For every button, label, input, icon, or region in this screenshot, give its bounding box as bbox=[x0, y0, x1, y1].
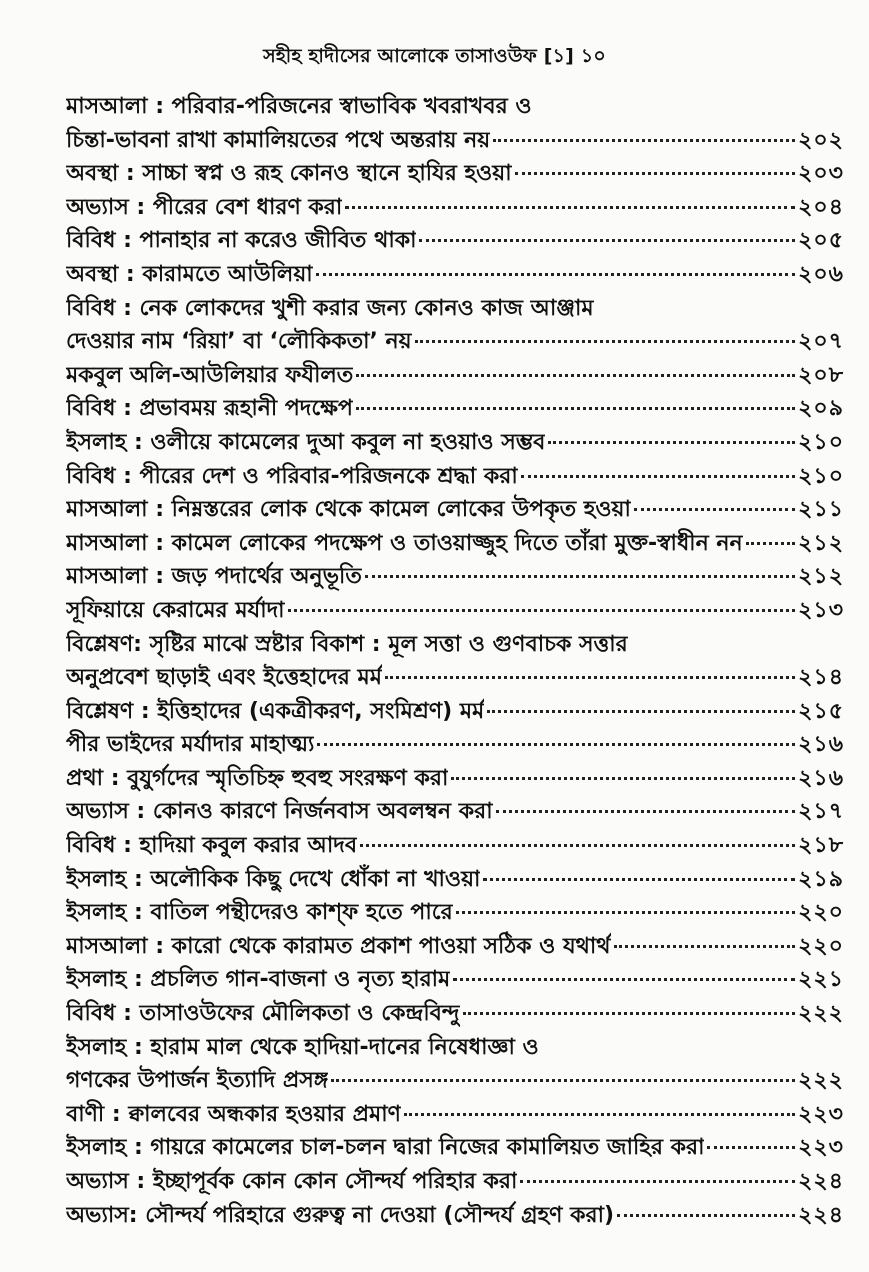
toc-entry-title: বিবিধ : হাদিয়া কবুল করার আদব bbox=[66, 833, 358, 859]
toc-entry-page-number: ২১৬ bbox=[798, 765, 844, 791]
dot-leader bbox=[419, 239, 795, 242]
toc-entry-page-number: ২১৬ bbox=[798, 732, 844, 758]
toc-entry-page-number: ২০৪ bbox=[798, 194, 844, 220]
toc-entry bbox=[66, 1165, 844, 1199]
toc-entry-title: বাণী : ক্বালবের অন্ধকার হওয়ার প্রমাণ bbox=[66, 1101, 401, 1127]
toc-entry-page-number: ২২৪ bbox=[798, 1169, 844, 1194]
toc-entry-page-number: ২০২ bbox=[798, 127, 844, 153]
toc-entry-page-number: ২১৯ bbox=[798, 866, 844, 892]
toc-entry-title: প্রথা : বুযুর্গদের স্মৃতিচিহ্ন হুবহু সংরক্ষণ করা bbox=[66, 765, 449, 791]
dot-leader bbox=[316, 273, 795, 276]
toc-entry-title: অভ্যাস : পীরের বেশ ধারণ করা bbox=[66, 194, 343, 220]
toc-entry bbox=[66, 392, 844, 426]
dot-leader bbox=[356, 407, 795, 410]
toc-entry-page-number: ২১৭ bbox=[798, 799, 844, 825]
toc-entry-page-number: ২০৯ bbox=[798, 396, 844, 422]
dot-leader bbox=[345, 206, 795, 209]
toc-entry-page-number: ২০৫ bbox=[798, 228, 844, 254]
dot-leader bbox=[707, 1146, 795, 1149]
dot-leader bbox=[521, 475, 795, 478]
toc-entry-title: ইসলাহ : প্রচলিত গান-বাজনা ও নৃত্য হারাম bbox=[66, 967, 451, 993]
toc-entry bbox=[66, 292, 844, 326]
toc-entry bbox=[66, 258, 844, 292]
toc-entry-title: গণকের উপার্জন ইত্যাদি প্রসঙ্গ bbox=[66, 1068, 329, 1094]
toc-entry-page-number: ২২০ bbox=[798, 933, 844, 959]
toc-entry-page-number: ২১২ bbox=[798, 564, 844, 590]
toc-entry-title: অবস্থা : কারামতে আউলিয়া bbox=[66, 261, 313, 287]
toc-entry bbox=[66, 1098, 844, 1132]
toc-entry-title: মাসআলা : নিম্নস্তরের লোক থেকে কামেল লোকের উপকৃত হওয়া bbox=[66, 497, 631, 523]
dot-leader bbox=[746, 542, 795, 545]
dot-leader bbox=[385, 676, 795, 679]
toc-entry bbox=[66, 728, 844, 762]
toc-entry-title: অবস্থা : সাচ্চা স্বপ্ন ও রূহ কোনও স্থানে হাযির হওয়া bbox=[66, 161, 512, 187]
toc-entry-page-number: ২০৩ bbox=[798, 161, 844, 187]
dot-leader bbox=[520, 1180, 795, 1183]
toc-entry-title: ইসলাহ : ওলীয়ে কামেলের দুআ কবুল না হওয়াও সম্ভব bbox=[66, 429, 546, 455]
toc-entry-title: বিশ্লেষণ : ইত্তিহাদের (একত্রীকরণ, সংমিশ্রণ) মর্ম bbox=[66, 698, 485, 724]
toc-entry bbox=[66, 325, 844, 359]
dot-leader bbox=[356, 374, 795, 377]
running-header: সহীহ হাদীসের আলোকে তাসাওউফ [১] ১০ bbox=[263, 45, 606, 67]
toc-entry-title: চিন্তা-ভাবনা রাখা কামালিয়তের পথে অন্তরায় নয় bbox=[66, 127, 491, 153]
toc-entry-title: মাসআলা : কারো থেকে কারামত প্রকাশ পাওয়া সঠিক ও যথার্থ bbox=[66, 933, 611, 959]
dot-leader bbox=[493, 139, 795, 142]
toc-entry bbox=[66, 1131, 844, 1165]
toc-entry-title: ইসলাহ : হারাম মাল থেকে হাদিয়া-দানের নিষেধাজ্ঞা ও bbox=[66, 1034, 539, 1060]
toc-entry bbox=[66, 191, 844, 225]
toc-entry-title: বিবিধ : তাসাওউফের মৌলিকতা ও কেন্দ্রবিন্দু bbox=[66, 1001, 460, 1027]
dot-leader bbox=[331, 1079, 795, 1082]
toc-entry-page-number: ২২১ bbox=[798, 967, 844, 993]
dot-leader bbox=[415, 340, 795, 343]
toc-entry bbox=[66, 493, 844, 527]
toc-entry bbox=[66, 896, 844, 930]
toc-entry-title: ইসলাহ : বাতিল পন্থীদেরও কাশ্‌ফ হতে পারে bbox=[66, 900, 453, 926]
toc-entry bbox=[66, 426, 844, 460]
toc-entry-title: পীর ভাইদের মর্যাদার মাহাত্ম্য bbox=[66, 732, 315, 758]
toc-entry-title: বিবিধ : পানাহার না করেও জীবিত থাকা bbox=[66, 228, 417, 254]
toc-entry-title: অভ্যাস : ইচ্ছাপূর্বক কোন কোন সৌন্দর্য পরিহার করা bbox=[66, 1169, 518, 1194]
toc-entry bbox=[66, 157, 844, 191]
toc-entry bbox=[66, 460, 844, 494]
toc-entry bbox=[66, 90, 844, 124]
toc-entry-page-number: ২০৮ bbox=[798, 362, 844, 388]
toc-entry-title: মাসআলা : কামেল লোকের পদক্ষেপ ও তাওয়াজ্জুহ দিতে তাঁরা মুক্ত-স্বাধীন নন bbox=[66, 530, 743, 556]
toc-entry-title: মাসআলা : জড় পদার্থের অনুভূতি bbox=[66, 564, 362, 590]
toc-entry-page-number: ২২৪ bbox=[798, 1202, 844, 1228]
table-of-contents bbox=[66, 90, 844, 1232]
toc-entry bbox=[66, 762, 844, 796]
toc-entry-page-number: ২১১ bbox=[798, 497, 844, 523]
toc-entry bbox=[66, 224, 844, 258]
toc-entry bbox=[66, 963, 844, 997]
dot-leader bbox=[515, 172, 795, 175]
toc-entry-page-number: ২১২ bbox=[798, 530, 844, 556]
toc-entry-page-number: ২১৫ bbox=[798, 698, 844, 724]
toc-entry bbox=[66, 560, 844, 594]
toc-entry-title: মকবুল অলি-আউলিয়ার ফযীলত bbox=[66, 362, 354, 388]
toc-entry bbox=[66, 863, 844, 897]
dot-leader bbox=[463, 1012, 796, 1015]
toc-entry bbox=[66, 997, 844, 1031]
toc-entry-page-number: ২২২ bbox=[798, 1001, 844, 1027]
dot-leader bbox=[453, 978, 795, 981]
toc-entry-page-number: ২১০ bbox=[798, 429, 844, 455]
dot-leader bbox=[483, 878, 795, 881]
toc-entry-title: বিবিধ : পীরের দেশ ও পরিবার-পরিজনকে শ্রদ্ধা করা bbox=[66, 463, 518, 489]
dot-leader bbox=[634, 508, 795, 511]
toc-entry-title: ইসলাহ : গায়রে কামেলের চাল-চলন দ্বারা নিজের কামালিয়ত জাহির করা bbox=[66, 1135, 705, 1161]
toc-entry-title: বিবিধ : প্রভাবময় রূহানী পদক্ষেপ bbox=[66, 396, 353, 422]
toc-entry bbox=[66, 695, 844, 729]
toc-entry bbox=[66, 795, 844, 829]
dot-leader bbox=[487, 710, 795, 713]
toc-entry-page-number: ২১৪ bbox=[798, 665, 844, 691]
dot-leader bbox=[456, 911, 795, 914]
dot-leader bbox=[614, 945, 796, 948]
toc-entry bbox=[66, 829, 844, 863]
toc-entry-title: বিশ্লেষণ: সৃষ্টির মাঝে স্রষ্টার বিকাশ : মূল সত্তা ও গুণবাচক সত্তার bbox=[66, 631, 628, 657]
toc-entry-page-number: ২০৬ bbox=[798, 261, 844, 287]
toc-entry bbox=[66, 930, 844, 964]
toc-entry-page-number: ২০৭ bbox=[798, 329, 844, 355]
dot-leader bbox=[617, 1214, 795, 1217]
dot-leader bbox=[451, 777, 795, 780]
toc-entry-title: সূফিয়ায়ে কেরামের মর্যাদা bbox=[66, 597, 285, 623]
toc-entry-title: দেওয়ার নাম ‘রিয়া’ বা ‘লৌকিকতা’ নয় bbox=[66, 329, 412, 355]
dot-leader bbox=[496, 810, 796, 813]
toc-entry bbox=[66, 124, 844, 158]
toc-entry bbox=[66, 359, 844, 393]
toc-entry bbox=[66, 1064, 844, 1098]
toc-entry-page-number: ২১৮ bbox=[798, 833, 844, 859]
toc-entry bbox=[66, 594, 844, 628]
dot-leader bbox=[365, 575, 795, 578]
toc-entry-title: মাসআলা : পরিবার-পরিজনের স্বাভাবিক খবরাখবর ও bbox=[66, 94, 532, 119]
toc-entry-page-number: ২২৩ bbox=[798, 1101, 844, 1127]
dot-leader bbox=[317, 743, 795, 746]
toc-entry bbox=[66, 661, 844, 695]
dot-leader bbox=[360, 844, 795, 847]
dot-leader bbox=[548, 441, 795, 444]
toc-entry bbox=[66, 1199, 844, 1233]
toc-entry bbox=[66, 1031, 844, 1065]
toc-entry-title: অভ্যাস : কোনও কারণে নির্জনবাস অবলম্বন করা bbox=[66, 799, 493, 825]
toc-entry-page-number: ২২০ bbox=[798, 900, 844, 926]
toc-entry-page-number: ২১৩ bbox=[798, 597, 844, 623]
toc-entry-page-number: ২২৩ bbox=[798, 1135, 844, 1161]
toc-entry-title: বিবিধ : নেক লোকদের খুশী করার জন্য কোনও কাজ আঞ্জাম bbox=[66, 295, 594, 321]
toc-entry bbox=[66, 527, 844, 561]
dot-leader bbox=[288, 609, 796, 612]
toc-entry-page-number: ২২২ bbox=[798, 1068, 844, 1094]
toc-entry-title: ইসলাহ : অলৌকিক কিছু দেখে ধোঁকা না খাওয়া bbox=[66, 866, 481, 892]
toc-entry-title: অভ্যাস: সৌন্দর্য পরিহারে গুরুত্ব না দেওয়া (সৌন্দর্য গ্রহণ করা) bbox=[66, 1202, 615, 1228]
toc-entry bbox=[66, 628, 844, 662]
toc-entry-page-number: ২১০ bbox=[798, 463, 844, 489]
dot-leader bbox=[404, 1113, 795, 1116]
toc-entry-title: অনুপ্রবেশ ছাড়াই এবং ইত্তেহাদের মর্ম bbox=[66, 665, 382, 691]
